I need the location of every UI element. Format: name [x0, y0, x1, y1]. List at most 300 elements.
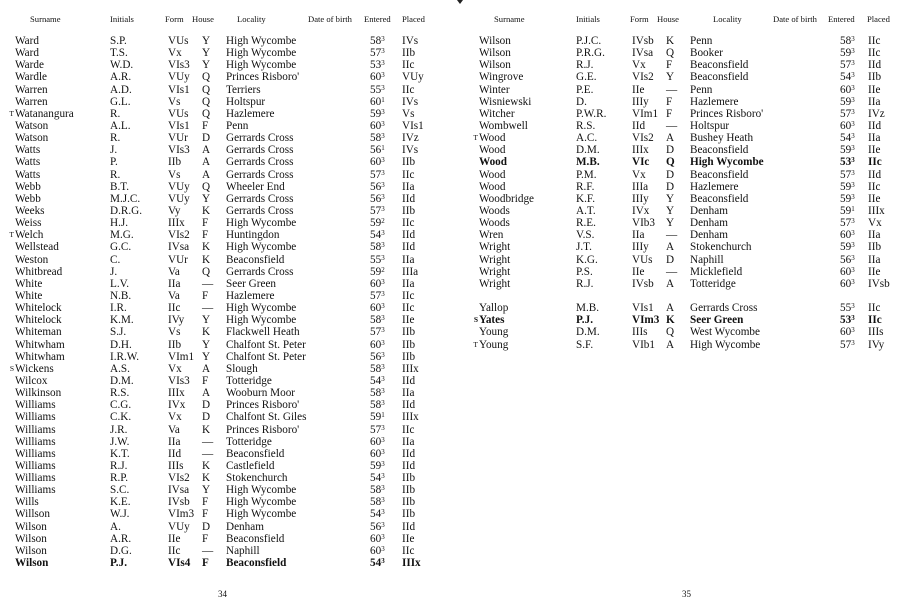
- entered-term: 1: [381, 95, 385, 104]
- house-cell: D: [202, 399, 211, 412]
- entered-year: 60: [840, 83, 852, 96]
- locality-cell: Beaconsfield: [690, 71, 749, 84]
- entered-year: 60: [840, 265, 852, 278]
- entered-year: 60: [370, 532, 382, 545]
- entered-year: 59: [840, 47, 852, 60]
- house-cell: D: [666, 144, 675, 157]
- table-row: [0, 47, 448, 59]
- surname-cell: Williams: [15, 484, 56, 497]
- entered-cell: [370, 314, 385, 326]
- entered-year: 56: [370, 180, 382, 193]
- entered-cell: [370, 411, 385, 423]
- form-cell: VIs1: [168, 119, 190, 132]
- initials-cell: K.E.: [110, 496, 131, 509]
- initials-cell: K.M.: [110, 314, 134, 327]
- table-row: [452, 108, 900, 120]
- entered-year: 60: [370, 156, 382, 169]
- surname-cell: Wright: [479, 265, 511, 278]
- initials-cell: D.M.: [576, 326, 600, 339]
- locality-cell: Wooburn Moor: [226, 387, 296, 400]
- house-cell: K: [202, 204, 211, 217]
- house-cell: A: [202, 156, 211, 169]
- entered-year: 60: [840, 326, 852, 339]
- entered-cell: [370, 363, 385, 375]
- form-cell: Vx: [168, 47, 182, 60]
- entered-term: 3: [851, 314, 855, 323]
- entered-cell: [370, 278, 385, 290]
- locality-cell: Chalfont St. Peter: [226, 338, 306, 351]
- form-cell: Va: [168, 265, 180, 278]
- entered-term: 3: [851, 132, 855, 141]
- form-cell: IIc: [168, 544, 181, 557]
- placed-cell: IIc: [868, 156, 882, 169]
- entered-cell: [840, 108, 855, 120]
- form-cell: IId: [632, 119, 646, 132]
- surname-cell: Wilson: [15, 544, 47, 557]
- house-cell: —: [666, 229, 678, 242]
- header-date-of-birth: Date of birth: [773, 14, 817, 24]
- surname-cell: Williams: [15, 459, 56, 472]
- form-cell: VUs: [168, 107, 189, 120]
- locality-cell: Beaconsfield: [226, 447, 285, 460]
- surname-cell: Wisniewski: [479, 95, 532, 108]
- initials-cell: P.: [110, 156, 118, 169]
- house-cell: —: [202, 447, 214, 460]
- entered-term: 3: [381, 399, 385, 408]
- form-cell: Vs: [168, 168, 181, 181]
- form-cell: IIb: [168, 156, 182, 169]
- entered-term: 3: [381, 35, 385, 43]
- initials-cell: I.R.W.: [110, 350, 140, 363]
- entered-year: 57: [370, 168, 382, 181]
- entered-term: 3: [381, 472, 385, 481]
- locality-cell: Gerrards Cross: [226, 265, 294, 278]
- table-row: [0, 326, 448, 338]
- house-cell: Q: [202, 180, 211, 193]
- house-cell: Q: [666, 156, 675, 169]
- locality-cell: Chalfont St. Giles: [226, 411, 307, 424]
- locality-cell: Naphill: [226, 544, 260, 557]
- initials-cell: R.: [110, 107, 121, 120]
- form-cell: IIIy: [632, 192, 649, 205]
- initials-cell: M.J.C.: [110, 192, 141, 205]
- form-cell: IIIx: [168, 387, 185, 400]
- surname-cell: Wickens: [15, 362, 54, 375]
- surname-cell: Wilson: [15, 557, 49, 570]
- entered-cell: [370, 193, 385, 205]
- house-cell: K: [202, 472, 211, 485]
- placed-cell: IId: [402, 229, 416, 242]
- entered-term: 3: [381, 350, 385, 359]
- initials-cell: J.: [110, 265, 118, 278]
- house-cell: A: [666, 338, 675, 351]
- placed-cell: IVz: [868, 107, 885, 120]
- form-cell: IVsa: [168, 484, 190, 497]
- table-row: [452, 254, 900, 266]
- table-row: [452, 193, 900, 205]
- table-row: [452, 339, 900, 351]
- placed-cell: IIa: [868, 132, 881, 145]
- entered-cell: [370, 460, 385, 472]
- placed-cell: IIIx: [402, 411, 419, 424]
- form-cell: VUs: [632, 253, 653, 266]
- entered-cell: [840, 59, 855, 71]
- entered-term: 3: [851, 156, 855, 165]
- house-cell: —: [202, 277, 214, 290]
- entered-year: 53: [840, 156, 852, 169]
- house-cell: —: [666, 83, 678, 96]
- entered-year: 59: [840, 241, 852, 254]
- initials-cell: J.W.: [110, 435, 130, 448]
- initials-cell: S.F.: [576, 338, 594, 351]
- surname-cell: Witcher: [479, 107, 515, 120]
- placed-cell: IIIx: [402, 557, 421, 570]
- house-cell: F: [666, 107, 673, 120]
- house-cell: A: [202, 362, 211, 375]
- entered-year: 60: [370, 71, 382, 84]
- entered-cell: [840, 205, 855, 217]
- entered-cell: [840, 339, 855, 351]
- surname-cell: Williams: [15, 399, 56, 412]
- entered-term: 3: [851, 107, 855, 116]
- surname-cell: Whitwham: [15, 338, 65, 351]
- entered-cell: [370, 326, 385, 338]
- entered-term: 1: [381, 411, 385, 420]
- locality-cell: Beaconsfield: [226, 253, 285, 266]
- initials-cell: A.C.: [576, 132, 598, 145]
- table-row: [0, 496, 448, 508]
- table-row: [452, 290, 900, 302]
- house-cell: K: [666, 314, 675, 327]
- entered-year: 60: [370, 277, 382, 290]
- form-cell: IIIy: [632, 95, 649, 108]
- surname-cell: Watson: [15, 132, 49, 145]
- entered-year: 56: [840, 253, 852, 266]
- initials-cell: A.D.: [110, 83, 132, 96]
- entered-term: 3: [381, 314, 385, 323]
- header-placed: Placed: [867, 14, 890, 24]
- entered-cell: [840, 229, 855, 241]
- placed-cell: IIc: [868, 302, 881, 315]
- placed-cell: IIc: [402, 217, 415, 230]
- entered-year: 57: [370, 423, 382, 436]
- entered-cell: [840, 96, 855, 108]
- entered-term: 3: [381, 192, 385, 201]
- entered-cell: [370, 351, 385, 363]
- house-cell: K: [202, 253, 211, 266]
- placed-cell: IId: [868, 119, 882, 132]
- entered-year: 58: [370, 314, 382, 327]
- house-cell: —: [666, 119, 678, 132]
- entered-term: 3: [381, 277, 385, 286]
- placed-cell: IIb: [402, 472, 416, 485]
- entered-cell: [370, 448, 385, 460]
- entered-year: 59: [840, 204, 852, 217]
- initials-cell: G.C.: [110, 241, 132, 254]
- placed-cell: IIc: [868, 314, 882, 327]
- entered-year: 58: [370, 132, 382, 145]
- entered-term: 3: [851, 144, 855, 153]
- entered-cell: [370, 241, 385, 253]
- header-form: Form: [630, 14, 649, 24]
- entered-term: 3: [851, 229, 855, 238]
- house-cell: Y: [202, 35, 211, 47]
- initials-cell: W.D.: [110, 59, 134, 72]
- placed-cell: IId: [402, 374, 416, 387]
- table-row: [0, 363, 448, 375]
- entered-term: 3: [381, 374, 385, 383]
- placed-cell: IVs: [402, 35, 419, 47]
- initials-cell: R.E.: [576, 217, 596, 230]
- row-marker: S: [473, 315, 478, 325]
- locality-cell: Chalfont St. Peter: [226, 350, 306, 363]
- form-cell: IIe: [632, 265, 645, 278]
- house-cell: A: [666, 277, 675, 290]
- entered-year: 58: [370, 362, 382, 375]
- table-row: [0, 278, 448, 290]
- form-cell: IIIx: [632, 144, 649, 157]
- placed-cell: IIIx: [402, 362, 419, 375]
- house-cell: Y: [202, 350, 211, 363]
- placed-cell: IIb: [402, 484, 416, 497]
- entered-term: 3: [851, 217, 855, 226]
- entered-cell: [370, 545, 385, 557]
- entered-cell: [840, 120, 855, 132]
- surname-cell: Wombwell: [479, 119, 528, 132]
- locality-cell: Princes Risboro': [690, 107, 764, 120]
- row-marker: S: [9, 363, 14, 373]
- table-row: [0, 266, 448, 278]
- entered-term: 3: [381, 59, 385, 68]
- entered-cell: [840, 314, 855, 326]
- locality-cell: High Wycombe: [226, 47, 297, 60]
- entered-year: 60: [370, 435, 382, 448]
- entered-year: 60: [370, 544, 382, 557]
- house-cell: K: [202, 423, 211, 436]
- table-row: [452, 302, 900, 314]
- entered-year: 59: [370, 265, 382, 278]
- entered-year: 60: [840, 229, 852, 242]
- entered-cell: [370, 181, 385, 193]
- entered-cell: [370, 339, 385, 351]
- surname-cell: Williams: [15, 447, 56, 460]
- form-cell: IIIx: [168, 217, 185, 230]
- table-row: [0, 484, 448, 496]
- header-surname: Surname: [30, 14, 61, 24]
- house-cell: A: [202, 168, 211, 181]
- surname-cell: Williams: [15, 472, 56, 485]
- entered-term: 3: [851, 83, 855, 92]
- entered-year: 59: [370, 411, 382, 424]
- entered-year: 58: [370, 387, 382, 400]
- form-cell: IIIs: [168, 459, 184, 472]
- initials-cell: H.J.: [110, 217, 129, 230]
- placed-cell: IId: [402, 192, 416, 205]
- initials-cell: D.M.: [110, 374, 134, 387]
- surname-cell: Williams: [15, 411, 56, 424]
- entered-year: 54: [370, 508, 382, 521]
- entered-term: 3: [381, 204, 385, 213]
- initials-cell: W.J.: [110, 508, 130, 521]
- locality-cell: High Wycombe: [226, 35, 297, 47]
- surname-cell: Wright: [479, 277, 511, 290]
- initials-cell: J.: [110, 144, 118, 157]
- entered-term: 3: [381, 496, 385, 505]
- house-cell: —: [666, 265, 678, 278]
- initials-cell: R.J.: [576, 277, 594, 290]
- house-cell: Q: [666, 47, 675, 60]
- surname-cell: Young: [479, 326, 509, 339]
- row-marker: T: [9, 230, 14, 240]
- initials-cell: K.T.: [110, 447, 130, 460]
- surname-cell: Wood: [479, 180, 506, 193]
- page-right: [452, 0, 900, 606]
- entered-year: 53: [840, 314, 852, 327]
- surname-cell: Ward: [15, 35, 39, 47]
- placed-cell: IIa: [402, 253, 415, 266]
- entered-year: 56: [370, 192, 382, 205]
- table-row: [0, 96, 448, 108]
- entered-cell: [370, 169, 385, 181]
- entered-term: 3: [851, 265, 855, 274]
- table-row: [452, 59, 900, 71]
- table-row: [0, 521, 448, 533]
- house-cell: —: [202, 544, 214, 557]
- initials-cell: R.: [110, 132, 121, 145]
- locality-cell: High Wycombe: [226, 302, 297, 315]
- surname-cell: Watts: [15, 144, 41, 157]
- surname-cell: Wood: [479, 168, 506, 181]
- entered-year: 60: [840, 277, 852, 290]
- locality-cell: Hazlemere: [690, 180, 739, 193]
- page-left: [0, 0, 448, 606]
- placed-cell: IIb: [868, 241, 882, 254]
- house-cell: Y: [666, 217, 675, 230]
- entered-year: 57: [840, 338, 852, 351]
- entered-cell: [370, 266, 385, 278]
- placed-cell: IIe: [402, 532, 415, 545]
- entered-year: 54: [370, 472, 382, 485]
- header-initials: Initials: [576, 14, 600, 24]
- table-row: [0, 545, 448, 557]
- entered-cell: [370, 521, 385, 533]
- entered-term: 3: [381, 362, 385, 371]
- entered-cell: [840, 217, 855, 229]
- entered-cell: [370, 484, 385, 496]
- entered-year: 60: [840, 119, 852, 132]
- entered-year: 54: [370, 229, 382, 242]
- entered-term: 3: [381, 168, 385, 177]
- entered-year: 58: [370, 484, 382, 497]
- entered-cell: [370, 302, 385, 314]
- surname-cell: Yallop: [479, 302, 509, 315]
- initials-cell: S.J.: [110, 326, 127, 339]
- surname-cell: Wilson: [479, 47, 511, 60]
- form-cell: VIm1: [168, 350, 195, 363]
- form-cell: IIe: [168, 532, 181, 545]
- placed-cell: IIe: [868, 265, 881, 278]
- surname-cell: Whitbread: [15, 265, 63, 278]
- initials-cell: L.V.: [110, 277, 130, 290]
- entered-year: 59: [370, 459, 382, 472]
- locality-cell: Hazlemere: [690, 95, 739, 108]
- surname-cell: Ward: [15, 47, 39, 60]
- table-row: [452, 156, 900, 168]
- form-cell: IIIy: [632, 241, 649, 254]
- initials-cell: P.M.: [576, 168, 597, 181]
- initials-cell: R.J.: [576, 59, 594, 72]
- placed-cell: IIb: [402, 496, 416, 509]
- entered-year: 54: [840, 71, 852, 84]
- initials-cell: D.G.: [110, 544, 132, 557]
- header-date-of-birth: Date of birth: [308, 14, 352, 24]
- entered-cell: [840, 71, 855, 83]
- form-cell: VIs2: [168, 472, 190, 485]
- locality-cell: Beaconsfield: [690, 192, 749, 205]
- entered-term: 3: [381, 387, 385, 396]
- table-row: [452, 241, 900, 253]
- table-row: [0, 120, 448, 132]
- house-cell: Y: [666, 204, 675, 217]
- table-row: [0, 557, 448, 569]
- entered-cell: [840, 326, 855, 338]
- placed-cell: IVs: [402, 95, 419, 108]
- table-row: [0, 169, 448, 181]
- entered-cell: [840, 278, 855, 290]
- surname-cell: Whitelock: [15, 314, 62, 327]
- locality-cell: Booker: [690, 47, 723, 60]
- entered-cell: [370, 557, 385, 569]
- surname-cell: Wilson: [479, 59, 511, 72]
- surname-cell: Wardle: [15, 71, 48, 84]
- form-cell: Vx: [632, 168, 646, 181]
- surname-cell: Wills: [15, 496, 39, 509]
- surname-cell: Wilkinson: [15, 387, 62, 400]
- initials-cell: K.F.: [576, 192, 595, 205]
- house-cell: Y: [202, 484, 211, 497]
- placed-cell: IVsb: [868, 277, 890, 290]
- house-cell: D: [666, 253, 675, 266]
- entered-year: 57: [370, 289, 382, 302]
- surname-cell: Willson: [15, 508, 50, 521]
- placed-cell: IIe: [868, 83, 881, 96]
- entered-year: 58: [370, 241, 382, 254]
- locality-cell: Naphill: [690, 253, 724, 266]
- entered-term: 3: [381, 253, 385, 262]
- form-cell: VUy: [168, 71, 190, 84]
- locality-cell: Holtspur: [690, 119, 730, 132]
- header-initials: Initials: [110, 14, 134, 24]
- form-cell: VIs3: [168, 374, 190, 387]
- initials-cell: M.B.: [576, 156, 600, 169]
- locality-cell: Castlefield: [226, 459, 275, 472]
- entered-term: 3: [851, 180, 855, 189]
- entered-year: 59: [370, 217, 382, 230]
- form-cell: Vx: [168, 362, 182, 375]
- house-cell: A: [202, 387, 211, 400]
- entered-term: 3: [851, 192, 855, 201]
- placed-cell: IIc: [402, 544, 415, 557]
- house-cell: Q: [202, 107, 211, 120]
- entered-term: 3: [381, 484, 385, 493]
- initials-cell: R.S.: [110, 387, 130, 400]
- column-header: [452, 13, 900, 25]
- form-cell: IVx: [168, 399, 186, 412]
- surname-cell: Wellstead: [15, 241, 59, 254]
- initials-cell: C.K.: [110, 411, 132, 424]
- table-row: [0, 508, 448, 520]
- entered-year: 57: [370, 326, 382, 339]
